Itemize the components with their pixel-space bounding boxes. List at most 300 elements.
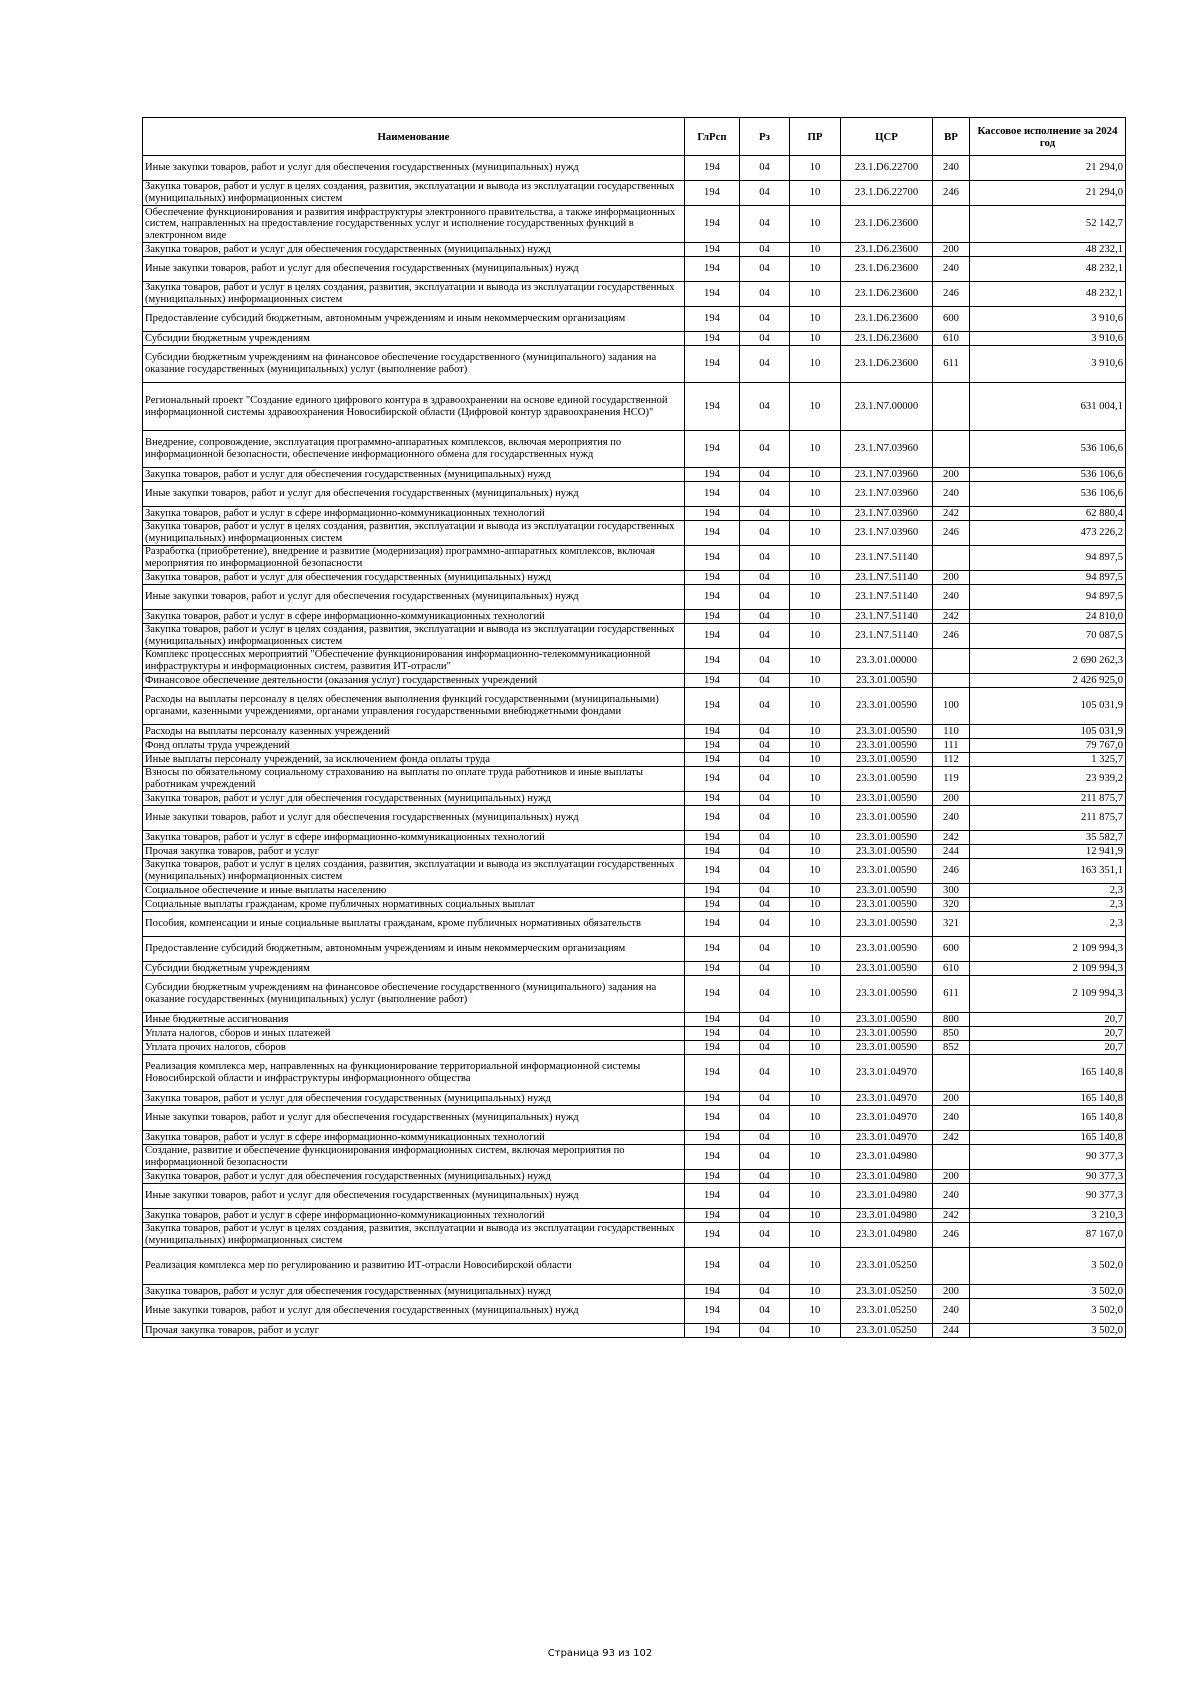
cell-rz: 04 xyxy=(740,845,790,859)
table-row xyxy=(143,624,1126,649)
cell-glrsp: 194 xyxy=(685,725,740,739)
cell-amount: 94 897,5 xyxy=(970,571,1126,585)
table-row xyxy=(143,1013,1126,1027)
cell-rz: 04 xyxy=(740,468,790,482)
cell-csr: 23.3.01.04970 xyxy=(841,1131,933,1145)
cell-pr: 10 xyxy=(790,1184,841,1209)
cell-amount: 3 910,6 xyxy=(970,307,1126,332)
table-row xyxy=(143,1299,1126,1324)
cell-amount: 90 377,3 xyxy=(970,1170,1126,1184)
header-rz: Рз xyxy=(740,118,790,156)
cell-glrsp: 194 xyxy=(685,937,740,962)
cell-name: Закупка товаров, работ и услуг для обеспечения государственных (муниципальных) нужд xyxy=(143,243,685,257)
cell-csr: 23.3.01.00590 xyxy=(841,1013,933,1027)
header-pr: ПР xyxy=(790,118,841,156)
cell-pr: 10 xyxy=(790,1285,841,1299)
cell-csr: 23.3.01.00590 xyxy=(841,688,933,725)
cell-name: Фонд оплаты труда учреждений xyxy=(143,739,685,753)
cell-vr: 200 xyxy=(933,1285,970,1299)
cell-amount: 48 232,1 xyxy=(970,257,1126,282)
cell-pr: 10 xyxy=(790,257,841,282)
table-row xyxy=(143,585,1126,610)
cell-rz: 04 xyxy=(740,884,790,898)
cell-vr: 242 xyxy=(933,831,970,845)
cell-rz: 04 xyxy=(740,243,790,257)
cell-name: Закупка товаров, работ и услуг для обеспечения государственных (муниципальных) нужд xyxy=(143,1285,685,1299)
cell-vr: 242 xyxy=(933,610,970,624)
cell-glrsp: 194 xyxy=(685,482,740,507)
cell-amount: 2 426 925,0 xyxy=(970,674,1126,688)
cell-amount: 79 767,0 xyxy=(970,739,1126,753)
cell-name: Расходы на выплаты персоналу в целях обеспечения выполнения функций государственными (муниципальными) органами, казенными учреждениями, органами управления государственными внебюджетными фондами xyxy=(143,688,685,725)
cell-rz: 04 xyxy=(740,332,790,346)
cell-rz: 04 xyxy=(740,1184,790,1209)
cell-glrsp: 194 xyxy=(685,898,740,912)
cell-glrsp: 194 xyxy=(685,610,740,624)
cell-name: Закупка товаров, работ и услуг для обеспечения государственных (муниципальных) нужд xyxy=(143,468,685,482)
cell-name: Субсидии бюджетным учреждениям xyxy=(143,332,685,346)
table-row xyxy=(143,431,1126,468)
cell-rz: 04 xyxy=(740,1041,790,1055)
cell-pr: 10 xyxy=(790,1299,841,1324)
table-row xyxy=(143,831,1126,845)
table-row xyxy=(143,884,1126,898)
cell-amount: 536 106,6 xyxy=(970,468,1126,482)
cell-glrsp: 194 xyxy=(685,257,740,282)
cell-name: Иные закупки товаров, работ и услуг для обеспечения государственных (муниципальных) нужд xyxy=(143,482,685,507)
table-row xyxy=(143,546,1126,571)
cell-amount: 20,7 xyxy=(970,1041,1126,1055)
table-row xyxy=(143,898,1126,912)
table-row xyxy=(143,507,1126,521)
cell-vr: 800 xyxy=(933,1013,970,1027)
cell-vr: 600 xyxy=(933,937,970,962)
cell-pr: 10 xyxy=(790,1324,841,1338)
cell-vr: 610 xyxy=(933,332,970,346)
cell-vr: 242 xyxy=(933,507,970,521)
cell-rz: 04 xyxy=(740,976,790,1013)
cell-pr: 10 xyxy=(790,468,841,482)
cell-vr xyxy=(933,206,970,243)
table-row xyxy=(143,282,1126,307)
cell-name: Реализация комплекса мер, направленных на функционирование территориальной информационной системы Новосибирской области и инфраструктуры информационного общества xyxy=(143,1055,685,1092)
cell-amount: 2,3 xyxy=(970,884,1126,898)
header-glrsp: ГлРсп xyxy=(685,118,740,156)
cell-csr: 23.1.D6.23600 xyxy=(841,257,933,282)
cell-glrsp: 194 xyxy=(685,962,740,976)
cell-amount: 3 910,6 xyxy=(970,346,1126,383)
table-row xyxy=(143,156,1126,181)
cell-vr: 850 xyxy=(933,1027,970,1041)
cell-csr: 23.1.N7.51140 xyxy=(841,585,933,610)
cell-rz: 04 xyxy=(740,482,790,507)
table-row xyxy=(143,1223,1126,1248)
table-row xyxy=(143,1092,1126,1106)
table-row xyxy=(143,739,1126,753)
cell-glrsp: 194 xyxy=(685,845,740,859)
cell-csr: 23.3.01.05250 xyxy=(841,1299,933,1324)
cell-amount: 3 502,0 xyxy=(970,1299,1126,1324)
cell-vr: 240 xyxy=(933,156,970,181)
cell-csr: 23.3.01.00590 xyxy=(841,1027,933,1041)
cell-pr: 10 xyxy=(790,831,841,845)
cell-rz: 04 xyxy=(740,546,790,571)
table-row xyxy=(143,1055,1126,1092)
cell-csr: 23.3.01.05250 xyxy=(841,1324,933,1338)
table-row xyxy=(143,859,1126,884)
cell-pr: 10 xyxy=(790,1223,841,1248)
cell-name: Уплата прочих налогов, сборов xyxy=(143,1041,685,1055)
table-row xyxy=(143,649,1126,674)
cell-csr: 23.3.01.00590 xyxy=(841,806,933,831)
header-amount: Кассовое исполнение за 2024 год xyxy=(970,118,1126,156)
cell-amount: 90 377,3 xyxy=(970,1184,1126,1209)
cell-vr: 200 xyxy=(933,1170,970,1184)
table-row xyxy=(143,610,1126,624)
cell-vr xyxy=(933,1248,970,1285)
cell-pr: 10 xyxy=(790,571,841,585)
cell-amount: 2 109 994,3 xyxy=(970,962,1126,976)
cell-rz: 04 xyxy=(740,792,790,806)
table-row xyxy=(143,937,1126,962)
cell-name: Закупка товаров, работ и услуг в целях создания, развития, эксплуатации и вывода из эксплуатации государственных (муниципальных) информационных систем xyxy=(143,859,685,884)
table-row xyxy=(143,962,1126,976)
cell-rz: 04 xyxy=(740,346,790,383)
table-row xyxy=(143,1324,1126,1338)
cell-glrsp: 194 xyxy=(685,976,740,1013)
cell-rz: 04 xyxy=(740,257,790,282)
table-row xyxy=(143,1248,1126,1285)
cell-name: Уплата налогов, сборов и иных платежей xyxy=(143,1027,685,1041)
cell-name: Закупка товаров, работ и услуг в сфере информационно-коммуникационных технологий xyxy=(143,831,685,845)
cell-name: Предоставление субсидий бюджетным, автономным учреждениям и иным некоммерческим организациям xyxy=(143,307,685,332)
cell-csr: 23.3.01.00000 xyxy=(841,649,933,674)
table-row xyxy=(143,307,1126,332)
cell-rz: 04 xyxy=(740,674,790,688)
cell-vr: 246 xyxy=(933,282,970,307)
cell-csr: 23.3.01.04980 xyxy=(841,1145,933,1170)
cell-glrsp: 194 xyxy=(685,767,740,792)
cell-csr: 23.1.D6.22700 xyxy=(841,156,933,181)
cell-glrsp: 194 xyxy=(685,507,740,521)
cell-vr: 300 xyxy=(933,884,970,898)
cell-vr: 119 xyxy=(933,767,970,792)
cell-pr: 10 xyxy=(790,1041,841,1055)
budget-table xyxy=(142,117,1126,1338)
cell-csr: 23.3.01.00590 xyxy=(841,753,933,767)
cell-name: Внедрение, сопровождение, эксплуатация программно-аппаратных комплексов, включая мероприятия по информационной безопасности, обеспечение информационного обмена для государственных нужд xyxy=(143,431,685,468)
table-row xyxy=(143,521,1126,546)
cell-glrsp: 194 xyxy=(685,831,740,845)
page-number: Страница 93 из 102 xyxy=(547,1648,653,1659)
cell-amount: 3 502,0 xyxy=(970,1324,1126,1338)
cell-name: Закупка товаров, работ и услуг в целях создания, развития, эксплуатации и вывода из эксплуатации государственных (муниципальных) информационных систем xyxy=(143,1223,685,1248)
cell-csr: 23.3.01.04980 xyxy=(841,1223,933,1248)
cell-name: Пособия, компенсации и иные социальные выплаты гражданам, кроме публичных нормативных обязательств xyxy=(143,912,685,937)
cell-pr: 10 xyxy=(790,624,841,649)
cell-vr: 200 xyxy=(933,1092,970,1106)
table-row xyxy=(143,725,1126,739)
cell-amount: 473 226,2 xyxy=(970,521,1126,546)
cell-amount: 211 875,7 xyxy=(970,806,1126,831)
cell-name: Социальное обеспечение и иные выплаты населению xyxy=(143,884,685,898)
cell-glrsp: 194 xyxy=(685,753,740,767)
cell-rz: 04 xyxy=(740,649,790,674)
cell-glrsp: 194 xyxy=(685,332,740,346)
table-row xyxy=(143,1131,1126,1145)
cell-csr: 23.3.01.00590 xyxy=(841,1041,933,1055)
cell-pr: 10 xyxy=(790,739,841,753)
table-row xyxy=(143,1209,1126,1223)
header-name: Наименование xyxy=(143,118,685,156)
cell-rz: 04 xyxy=(740,206,790,243)
cell-vr: 200 xyxy=(933,243,970,257)
cell-name: Закупка товаров, работ и услуг в сфере информационно-коммуникационных технологий xyxy=(143,507,685,521)
header-csr: ЦСР xyxy=(841,118,933,156)
cell-glrsp: 194 xyxy=(685,674,740,688)
cell-csr: 23.1.D6.23600 xyxy=(841,243,933,257)
table-row xyxy=(143,845,1126,859)
cell-csr: 23.3.01.04980 xyxy=(841,1209,933,1223)
cell-rz: 04 xyxy=(740,725,790,739)
cell-rz: 04 xyxy=(740,898,790,912)
cell-vr: 240 xyxy=(933,482,970,507)
cell-name: Предоставление субсидий бюджетным, автономным учреждениям и иным некоммерческим организациям xyxy=(143,937,685,962)
cell-csr: 23.3.01.00590 xyxy=(841,884,933,898)
cell-pr: 10 xyxy=(790,806,841,831)
cell-rz: 04 xyxy=(740,282,790,307)
cell-vr: 610 xyxy=(933,962,970,976)
cell-csr: 23.1.N7.03960 xyxy=(841,507,933,521)
cell-amount: 631 004,1 xyxy=(970,383,1126,431)
cell-csr: 23.1.N7.51140 xyxy=(841,571,933,585)
cell-glrsp: 194 xyxy=(685,1092,740,1106)
table-row xyxy=(143,806,1126,831)
cell-glrsp: 194 xyxy=(685,1285,740,1299)
cell-name: Иные закупки товаров, работ и услуг для обеспечения государственных (муниципальных) нужд xyxy=(143,1106,685,1131)
cell-csr: 23.1.N7.03960 xyxy=(841,482,933,507)
cell-csr: 23.1.N7.51140 xyxy=(841,610,933,624)
cell-vr: 611 xyxy=(933,346,970,383)
cell-rz: 04 xyxy=(740,1092,790,1106)
cell-name: Закупка товаров, работ и услуг для обеспечения государственных (муниципальных) нужд xyxy=(143,1170,685,1184)
cell-amount: 20,7 xyxy=(970,1013,1126,1027)
cell-amount: 163 351,1 xyxy=(970,859,1126,884)
cell-amount: 23 939,2 xyxy=(970,767,1126,792)
cell-amount: 52 142,7 xyxy=(970,206,1126,243)
cell-pr: 10 xyxy=(790,1092,841,1106)
table-row xyxy=(143,792,1126,806)
cell-rz: 04 xyxy=(740,521,790,546)
cell-glrsp: 194 xyxy=(685,1145,740,1170)
cell-vr xyxy=(933,383,970,431)
cell-amount: 87 167,0 xyxy=(970,1223,1126,1248)
cell-vr: 244 xyxy=(933,1324,970,1338)
cell-name: Закупка товаров, работ и услуг в сфере информационно-коммуникационных технологий xyxy=(143,610,685,624)
cell-csr: 23.3.01.05250 xyxy=(841,1248,933,1285)
cell-amount: 48 232,1 xyxy=(970,282,1126,307)
cell-csr: 23.1.D6.23600 xyxy=(841,282,933,307)
cell-vr xyxy=(933,649,970,674)
cell-pr: 10 xyxy=(790,898,841,912)
cell-csr: 23.1.D6.23600 xyxy=(841,332,933,346)
cell-amount: 70 087,5 xyxy=(970,624,1126,649)
cell-vr: 611 xyxy=(933,976,970,1013)
cell-rz: 04 xyxy=(740,962,790,976)
table-row xyxy=(143,912,1126,937)
cell-csr: 23.3.01.04970 xyxy=(841,1106,933,1131)
table-row xyxy=(143,753,1126,767)
table-row xyxy=(143,257,1126,282)
table-row xyxy=(143,976,1126,1013)
cell-vr xyxy=(933,431,970,468)
table-row xyxy=(143,571,1126,585)
cell-vr: 200 xyxy=(933,792,970,806)
cell-pr: 10 xyxy=(790,1248,841,1285)
table-row xyxy=(143,332,1126,346)
cell-csr: 23.3.01.00590 xyxy=(841,898,933,912)
cell-rz: 04 xyxy=(740,181,790,206)
cell-csr: 23.3.01.00590 xyxy=(841,792,933,806)
cell-name: Закупка товаров, работ и услуг в сфере информационно-коммуникационных технологий xyxy=(143,1131,685,1145)
cell-name: Закупка товаров, работ и услуг для обеспечения государственных (муниципальных) нужд xyxy=(143,571,685,585)
cell-vr: 200 xyxy=(933,571,970,585)
cell-name: Закупка товаров, работ и услуг в сфере информационно-коммуникационных технологий xyxy=(143,1209,685,1223)
cell-amount: 21 294,0 xyxy=(970,181,1126,206)
cell-pr: 10 xyxy=(790,156,841,181)
table-row xyxy=(143,1145,1126,1170)
cell-pr: 10 xyxy=(790,753,841,767)
table-row xyxy=(143,1106,1126,1131)
cell-rz: 04 xyxy=(740,859,790,884)
cell-name: Создание, развитие и обеспечение функционирования информационных систем, включая мероприятия по информационной безопасности xyxy=(143,1145,685,1170)
cell-glrsp: 194 xyxy=(685,1299,740,1324)
cell-rz: 04 xyxy=(740,1299,790,1324)
cell-vr: 242 xyxy=(933,1131,970,1145)
cell-vr: 246 xyxy=(933,859,970,884)
cell-glrsp: 194 xyxy=(685,1041,740,1055)
cell-vr: 244 xyxy=(933,845,970,859)
cell-glrsp: 194 xyxy=(685,468,740,482)
cell-pr: 10 xyxy=(790,585,841,610)
cell-vr: 240 xyxy=(933,806,970,831)
cell-rz: 04 xyxy=(740,688,790,725)
cell-vr: 321 xyxy=(933,912,970,937)
cell-amount: 3 210,3 xyxy=(970,1209,1126,1223)
cell-csr: 23.3.01.00590 xyxy=(841,962,933,976)
table-row xyxy=(143,767,1126,792)
cell-rz: 04 xyxy=(740,831,790,845)
cell-amount: 35 582,7 xyxy=(970,831,1126,845)
cell-glrsp: 194 xyxy=(685,546,740,571)
cell-amount: 24 810,0 xyxy=(970,610,1126,624)
cell-amount: 211 875,7 xyxy=(970,792,1126,806)
table-row xyxy=(143,1184,1126,1209)
cell-pr: 10 xyxy=(790,507,841,521)
cell-csr: 23.3.01.04980 xyxy=(841,1170,933,1184)
cell-rz: 04 xyxy=(740,912,790,937)
cell-rz: 04 xyxy=(740,1209,790,1223)
cell-vr xyxy=(933,1055,970,1092)
cell-name: Иные закупки товаров, работ и услуг для обеспечения государственных (муниципальных) нужд xyxy=(143,1184,685,1209)
cell-glrsp: 194 xyxy=(685,1027,740,1041)
cell-amount: 48 232,1 xyxy=(970,243,1126,257)
table-row xyxy=(143,688,1126,725)
cell-amount: 2 690 262,3 xyxy=(970,649,1126,674)
cell-csr: 23.3.01.00590 xyxy=(841,976,933,1013)
cell-rz: 04 xyxy=(740,767,790,792)
header-vr: ВР xyxy=(933,118,970,156)
cell-pr: 10 xyxy=(790,725,841,739)
cell-pr: 10 xyxy=(790,610,841,624)
cell-rz: 04 xyxy=(740,806,790,831)
cell-name: Иные закупки товаров, работ и услуг для обеспечения государственных (муниципальных) нужд xyxy=(143,1299,685,1324)
cell-rz: 04 xyxy=(740,507,790,521)
table-header-row xyxy=(143,118,1126,156)
cell-rz: 04 xyxy=(740,610,790,624)
table-row xyxy=(143,181,1126,206)
cell-vr: 111 xyxy=(933,739,970,753)
cell-amount: 2 109 994,3 xyxy=(970,937,1126,962)
cell-glrsp: 194 xyxy=(685,912,740,937)
cell-rz: 04 xyxy=(740,1223,790,1248)
cell-glrsp: 194 xyxy=(685,1131,740,1145)
cell-pr: 10 xyxy=(790,307,841,332)
cell-pr: 10 xyxy=(790,792,841,806)
cell-rz: 04 xyxy=(740,753,790,767)
cell-name: Иные выплаты персоналу учреждений, за исключением фонда оплаты труда xyxy=(143,753,685,767)
cell-csr: 23.1.D6.23600 xyxy=(841,206,933,243)
cell-amount: 3 910,6 xyxy=(970,332,1126,346)
cell-pr: 10 xyxy=(790,962,841,976)
cell-glrsp: 194 xyxy=(685,1248,740,1285)
budget-document xyxy=(142,117,1125,1338)
cell-amount: 165 140,8 xyxy=(970,1055,1126,1092)
cell-glrsp: 194 xyxy=(685,307,740,332)
cell-amount: 90 377,3 xyxy=(970,1145,1126,1170)
cell-pr: 10 xyxy=(790,1013,841,1027)
cell-csr: 23.1.N7.51140 xyxy=(841,624,933,649)
cell-amount: 165 140,8 xyxy=(970,1106,1126,1131)
table-row xyxy=(143,1027,1126,1041)
cell-glrsp: 194 xyxy=(685,624,740,649)
cell-csr: 23.1.N7.00000 xyxy=(841,383,933,431)
cell-pr: 10 xyxy=(790,243,841,257)
cell-pr: 10 xyxy=(790,431,841,468)
cell-rz: 04 xyxy=(740,1145,790,1170)
cell-name: Закупка товаров, работ и услуг для обеспечения государственных (муниципальных) нужд xyxy=(143,1092,685,1106)
cell-name: Иные бюджетные ассигнования xyxy=(143,1013,685,1027)
cell-vr: 240 xyxy=(933,1106,970,1131)
cell-pr: 10 xyxy=(790,859,841,884)
cell-name: Финансовое обеспечение деятельности (оказания услуг) государственных учреждений xyxy=(143,674,685,688)
cell-csr: 23.3.01.00590 xyxy=(841,937,933,962)
cell-vr xyxy=(933,546,970,571)
cell-name: Обеспечение функционирования и развития инфраструктуры электронного правительства, а также информационных систем, направленных на предоставление государственных услуг и исполнение государственных функций в электронном виде xyxy=(143,206,685,243)
cell-vr: 112 xyxy=(933,753,970,767)
cell-pr: 10 xyxy=(790,181,841,206)
table-row xyxy=(143,468,1126,482)
cell-pr: 10 xyxy=(790,1106,841,1131)
cell-glrsp: 194 xyxy=(685,649,740,674)
cell-vr: 240 xyxy=(933,1299,970,1324)
cell-pr: 10 xyxy=(790,674,841,688)
cell-amount: 12 941,9 xyxy=(970,845,1126,859)
cell-rz: 04 xyxy=(740,1324,790,1338)
cell-rz: 04 xyxy=(740,307,790,332)
cell-vr xyxy=(933,674,970,688)
cell-name: Разработка (приобретение), внедрение и развитие (модернизация) программно-аппаратных комплексов, включая мероприятия по информационной безопасности xyxy=(143,546,685,571)
